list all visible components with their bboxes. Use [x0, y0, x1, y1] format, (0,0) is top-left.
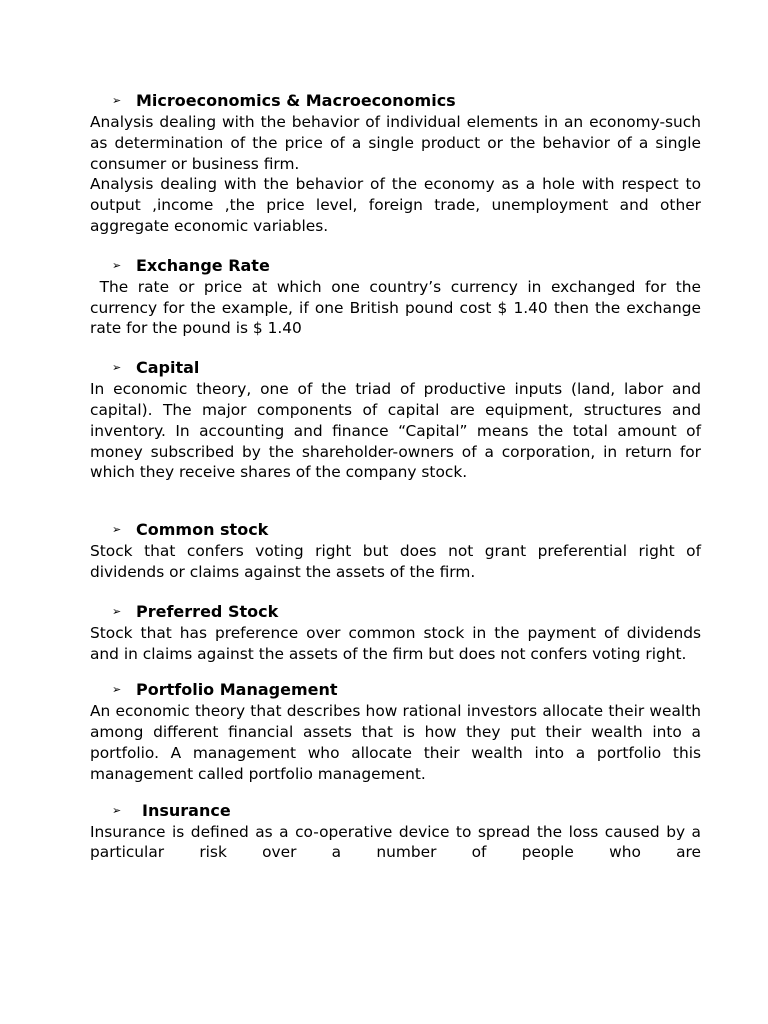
- section-heading: [90, 518, 701, 541]
- section-common-stock: [90, 518, 701, 583]
- section-exchange-rate: [90, 254, 706, 339]
- paragraph: Stock that has preference over common stock in the payment of dividends and in claims against the assets of the firm but does not confers voting right.: [90, 623, 701, 663]
- section-preferred-stock: [90, 600, 701, 665]
- arrow-bullet-icon: ➢: [112, 604, 122, 618]
- heading-text: Insurance: [142, 800, 231, 820]
- heading-text: Microeconomics & Macroeconomics: [136, 91, 456, 110]
- section-heading: [90, 89, 701, 112]
- paragraph: Insurance is defined as a co-operative device to spread the loss caused by a particular risk over a number of people who are: [90, 822, 701, 862]
- heading-text: Portfolio Management: [136, 680, 338, 700]
- heading-text: Preferred Stock: [136, 601, 279, 621]
- arrow-bullet-icon: ➢: [112, 94, 122, 107]
- section-capital: [90, 356, 701, 483]
- arrow-bullet-icon: ➢: [112, 803, 122, 817]
- section-portfolio-management: [90, 678, 701, 784]
- paragraph: An economic theory that describes how rational investors allocate their wealth among different financial assets that is how they put their wealth into a portfolio. A management who allocate their wealth into a portfolio this management called portfolio management.: [90, 702, 701, 783]
- arrow-bullet-icon: ➢: [112, 683, 122, 697]
- section-heading: [90, 356, 701, 379]
- heading-text: Common stock: [136, 520, 269, 540]
- paragraph: Analysis dealing with the behavior of the economy as a hole with respect to output ,income ,the price level, foreign trade, unemployment and other aggregate economic variables.: [90, 175, 701, 235]
- paragraph: In economic theory, one of the triad of productive inputs (land, labor and capital). The major components of capital are equipment, structures and inventory. In accounting and finance “Capital” means the total amount of money subscribed by the shareholder-owners of a corporation, in return for which they receive shares of the company stock.: [90, 380, 701, 482]
- section-heading: [90, 678, 701, 701]
- paragraph: The rate or price at which one country’s currency in exchanged for the currency for the example, if one British pound cost $ 1.40 then the exchange rate for the pound is $ 1.40: [90, 277, 706, 338]
- heading-text: Exchange Rate: [136, 255, 270, 275]
- section-heading: [90, 600, 701, 623]
- document-page: [90, 89, 706, 863]
- section-heading: [90, 254, 701, 277]
- paragraph: Stock that confers voting right but does not grant preferential right of dividends or claims against the assets of the firm.: [90, 542, 701, 581]
- paragraph: Analysis dealing with the behavior of individual elements in an economy-such as determination of the price of a single product or the behavior of a single consumer or business firm.: [90, 113, 701, 173]
- section-micro-macro: [90, 89, 701, 237]
- arrow-bullet-icon: ➢: [112, 523, 122, 537]
- arrow-bullet-icon: ➢: [112, 258, 122, 272]
- arrow-bullet-icon: ➢: [112, 361, 122, 375]
- section-insurance: [90, 799, 701, 864]
- section-heading: [90, 799, 701, 822]
- heading-text: Capital: [136, 358, 200, 378]
